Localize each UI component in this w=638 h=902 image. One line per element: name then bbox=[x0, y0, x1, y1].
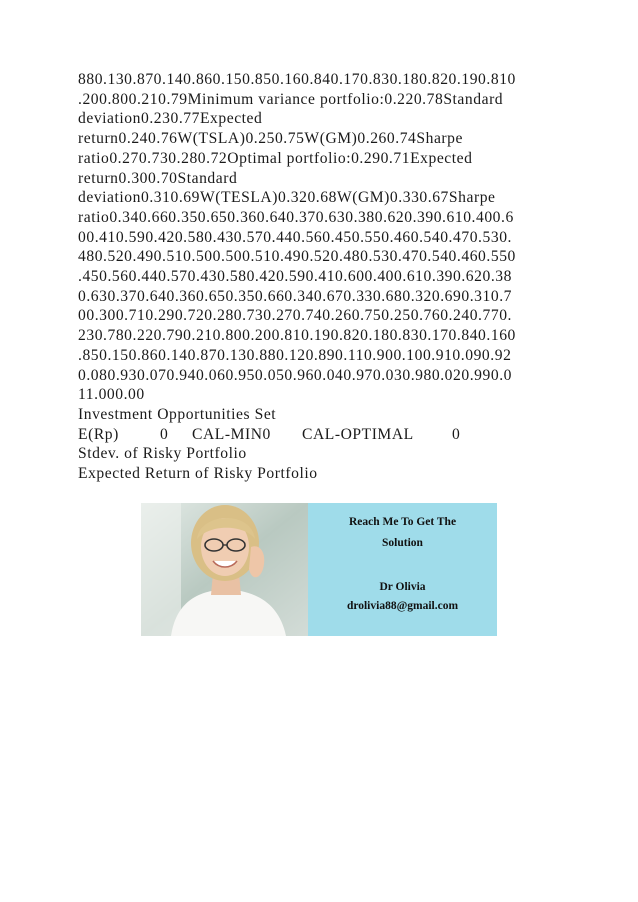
text-line: 880.130.870.140.860.150.850.160.840.170.830.180.820.190.810 bbox=[78, 71, 516, 88]
banner-subheadline: Solution bbox=[382, 537, 423, 549]
text-line: return0.240.76W(TSLA)0.250.75W(GM)0.260.74Sharpe bbox=[78, 130, 463, 148]
stdev-label: Stdev. of Risky Portfolio bbox=[78, 445, 247, 463]
text-line: 00.410.590.420.580.430.570.440.560.450.550.460.540.470.530. bbox=[78, 228, 512, 246]
text-line: ratio0.270.730.280.72Optimal portfolio:0.290.71Expected bbox=[78, 149, 473, 167]
text-line: ratio0.340.660.350.650.360.640.370.630.380.620.390.610.400.6 bbox=[78, 208, 514, 226]
cal-optimal-value: 0 bbox=[452, 425, 461, 443]
contact-email: drolivia88@gmail.com bbox=[346, 600, 459, 612]
cal-optimal-label: CAL-OPTIMAL bbox=[302, 425, 414, 443]
cal-min-label: CAL-MIN0 bbox=[192, 425, 271, 443]
expected-return-label: Expected Return of Risky Portfolio bbox=[78, 465, 318, 483]
erp-label: E(Rp) bbox=[78, 425, 119, 443]
text-line: .850.150.860.140.870.130.880.120.890.110.900.100.910.090.92 bbox=[78, 346, 512, 364]
contact-name: Dr Olivia bbox=[379, 581, 426, 593]
text-line: 11.000.00 bbox=[78, 386, 145, 404]
text-line: 480.520.490.510.500.500.510.490.520.480.530.470.540.460.550 bbox=[78, 248, 516, 266]
text-line: .200.800.210.79Minimum variance portfolio:0.220.78Standard bbox=[78, 90, 504, 108]
text-line: 00.300.710.290.720.280.730.270.740.260.750.250.760.240.770. bbox=[78, 307, 512, 325]
document-text bbox=[78, 70, 568, 484]
text-line: return0.300.70Standard bbox=[78, 169, 238, 187]
text-line: deviation0.310.69W(TESLA)0.320.68W(GM)0.330.67Sharpe bbox=[78, 189, 496, 207]
text-line: 0.080.930.070.940.060.950.050.960.040.970.030.980.020.990.0 bbox=[78, 366, 512, 384]
text-line: .450.560.440.570.430.580.420.590.410.600.400.610.390.620.38 bbox=[78, 268, 512, 286]
section-heading: Investment Opportunities Set bbox=[78, 405, 277, 423]
text-line: deviation0.230.77Expected bbox=[78, 110, 263, 128]
erp-value: 0 bbox=[160, 425, 169, 443]
contact-panel bbox=[308, 503, 497, 636]
text-line: 0.630.370.640.360.650.350.660.340.670.330.680.320.690.310.7 bbox=[78, 287, 512, 305]
banner-headline: Reach Me To Get The bbox=[348, 516, 457, 528]
woman-photo bbox=[141, 503, 308, 636]
contact-banner bbox=[141, 503, 497, 636]
erp-row bbox=[78, 425, 568, 445]
text-line: 230.780.220.790.210.800.200.810.190.820.180.830.170.840.160 bbox=[78, 327, 516, 345]
woman-portrait-icon bbox=[141, 503, 308, 636]
